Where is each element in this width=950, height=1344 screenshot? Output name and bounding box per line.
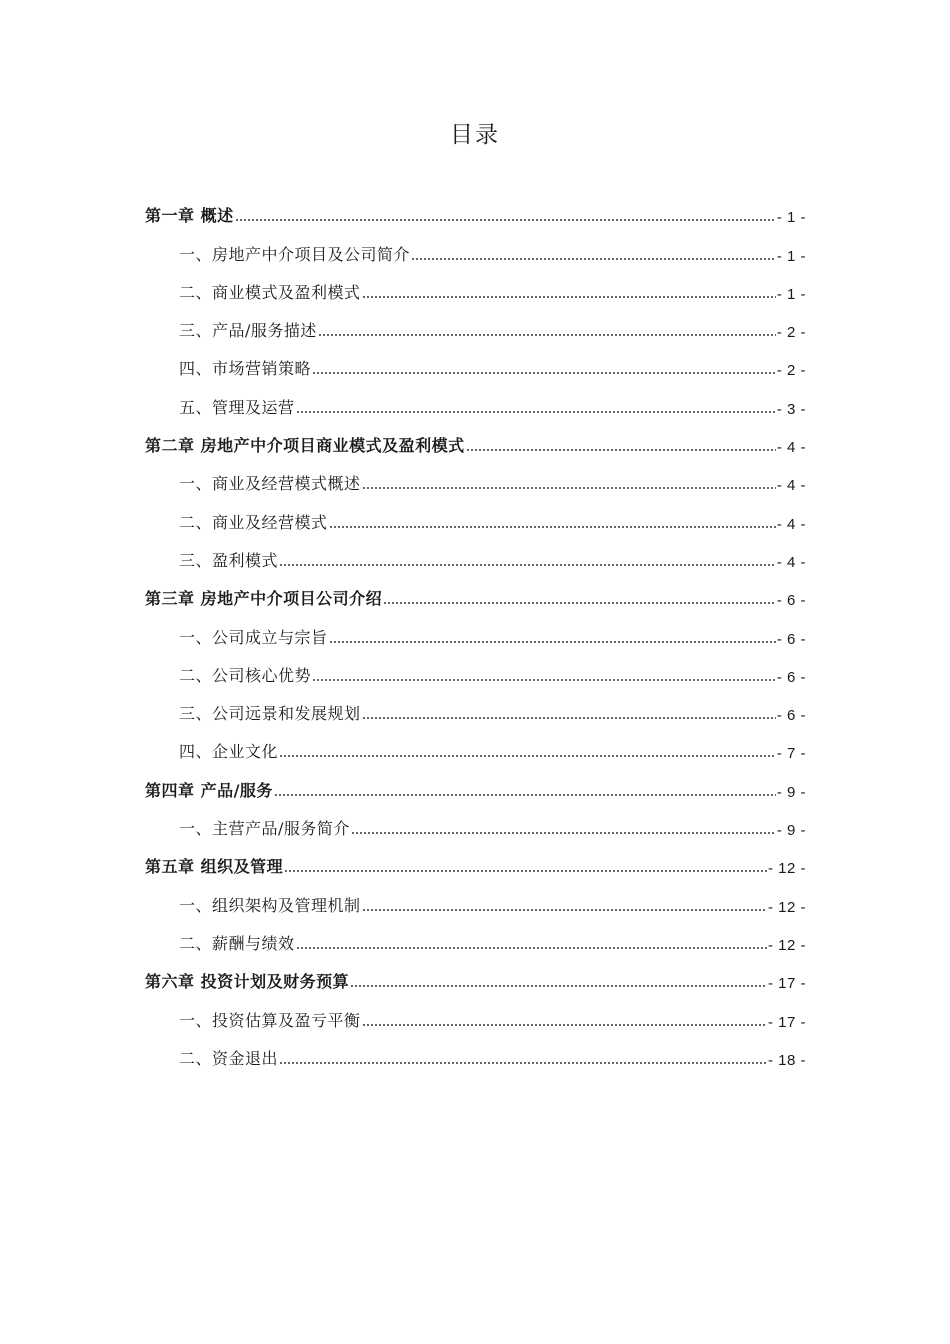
toc-section-entry[interactable]	[145, 693, 806, 731]
toc-section-entry[interactable]	[145, 884, 806, 922]
toc-entry-label: 一、公司成立与宗旨	[179, 627, 328, 647]
toc-chapter-entry[interactable]	[145, 769, 806, 807]
toc-page-number: - 6 -	[776, 592, 806, 610]
toc-chapter-entry[interactable]	[145, 425, 806, 463]
toc-dot-leader	[312, 678, 776, 682]
toc-page-number: - 12 -	[767, 898, 806, 916]
toc-section-entry[interactable]	[145, 1038, 806, 1076]
toc-page-number: - 1 -	[776, 209, 806, 227]
toc-entry-label: 第二章 房地产中介项目商业模式及盈利模式	[145, 436, 465, 456]
toc-dot-leader	[279, 563, 776, 567]
toc-entry-label: 一、组织架构及管理机制	[179, 895, 361, 915]
toc-section-entry[interactable]	[145, 655, 806, 693]
toc-section-entry[interactable]	[145, 616, 806, 654]
toc-page-number: - 17 -	[767, 1013, 806, 1031]
toc-dot-leader	[274, 793, 776, 797]
toc-section-entry[interactable]	[145, 999, 806, 1037]
toc-section-entry[interactable]	[145, 808, 806, 846]
toc-page-number: - 1 -	[776, 247, 806, 265]
toc-page-number: - 9 -	[776, 783, 806, 801]
toc-section-entry[interactable]	[145, 501, 806, 539]
toc-entry-label: 三、产品/服务描述	[179, 321, 317, 341]
toc-section-entry[interactable]	[145, 540, 806, 578]
toc-dot-leader	[466, 448, 776, 452]
toc-dot-leader	[362, 295, 776, 299]
toc-section-entry[interactable]	[145, 310, 806, 348]
toc-dot-leader	[411, 257, 776, 261]
toc-chapter-entry[interactable]	[145, 578, 806, 616]
toc-entry-label: 第一章 概述	[145, 206, 234, 226]
toc-entry-label: 二、资金退出	[179, 1048, 279, 1068]
toc-entry-label: 第四章 产品/服务	[145, 780, 273, 800]
toc-section-entry[interactable]	[145, 272, 806, 310]
toc-dot-leader	[362, 908, 767, 912]
toc-dot-leader	[279, 1061, 767, 1065]
toc-page-number: - 1 -	[776, 285, 806, 303]
toc-title: 目录	[450, 122, 500, 148]
toc-page-number: - 12 -	[767, 860, 806, 878]
toc-page-number: - 4 -	[776, 553, 806, 571]
toc-section-entry[interactable]	[145, 463, 806, 501]
toc-dot-leader	[362, 1023, 767, 1027]
toc-entry-label: 三、盈利模式	[179, 550, 279, 570]
toc-page-number: - 4 -	[776, 515, 806, 533]
toc-entry-label: 第三章 房地产中介项目公司介绍	[145, 589, 383, 609]
toc-section-entry[interactable]	[145, 923, 806, 961]
toc-section-entry[interactable]	[145, 731, 806, 769]
toc-entry-label: 五、管理及运营	[179, 397, 295, 417]
toc-entry-label: 三、公司远景和发展规划	[179, 704, 361, 724]
toc-dot-leader	[296, 946, 767, 950]
toc-page-number: - 6 -	[776, 707, 806, 725]
toc-page-number: - 4 -	[776, 439, 806, 457]
toc-entry-label: 四、企业文化	[179, 742, 279, 762]
toc-entry-label: 二、商业及经营模式	[179, 512, 328, 532]
toc-page-number: - 6 -	[776, 630, 806, 648]
toc-dot-leader	[284, 869, 767, 873]
toc-dot-leader	[329, 525, 776, 529]
toc-entry-label: 四、市场营销策略	[179, 359, 312, 379]
toc-dot-leader	[329, 640, 776, 644]
toc-page-number: - 4 -	[776, 477, 806, 495]
toc-chapter-entry[interactable]	[145, 961, 806, 999]
toc-page-number: - 3 -	[776, 400, 806, 418]
toc-entry-label: 一、商业及经营模式概述	[179, 474, 361, 494]
toc-chapter-entry[interactable]	[145, 846, 806, 884]
toc-section-entry[interactable]	[145, 348, 806, 386]
toc-entry-label: 二、公司核心优势	[179, 665, 312, 685]
table-of-contents	[145, 195, 806, 1076]
toc-entry-label: 第六章 投资计划及财务预算	[145, 972, 350, 992]
toc-dot-leader	[279, 754, 776, 758]
toc-entry-label: 二、商业模式及盈利模式	[179, 282, 361, 302]
toc-page-number: - 17 -	[767, 975, 806, 993]
toc-page-number: - 2 -	[776, 324, 806, 342]
toc-entry-label: 第五章 组织及管理	[145, 857, 284, 877]
toc-section-entry[interactable]	[145, 233, 806, 271]
toc-entry-label: 一、房地产中介项目及公司简介	[179, 244, 411, 264]
toc-dot-leader	[318, 333, 776, 337]
toc-dot-leader	[235, 218, 776, 222]
toc-page-number: - 2 -	[776, 362, 806, 380]
toc-dot-leader	[362, 716, 776, 720]
toc-dot-leader	[362, 486, 776, 490]
toc-dot-leader	[383, 601, 776, 605]
toc-entry-label: 一、主营产品/服务简介	[179, 819, 350, 839]
toc-section-entry[interactable]	[145, 386, 806, 424]
toc-dot-leader	[296, 410, 776, 414]
toc-dot-leader	[312, 371, 776, 375]
toc-dot-leader	[350, 984, 767, 988]
toc-dot-leader	[351, 831, 776, 835]
toc-page-number: - 7 -	[776, 745, 806, 763]
toc-entry-label: 一、投资估算及盈亏平衡	[179, 1010, 361, 1030]
toc-page-number: - 9 -	[776, 822, 806, 840]
toc-page-number: - 6 -	[776, 668, 806, 686]
toc-chapter-entry[interactable]	[145, 195, 806, 233]
toc-page-number: - 12 -	[767, 936, 806, 954]
toc-entry-label: 二、薪酬与绩效	[179, 933, 295, 953]
toc-page-number: - 18 -	[767, 1051, 806, 1069]
